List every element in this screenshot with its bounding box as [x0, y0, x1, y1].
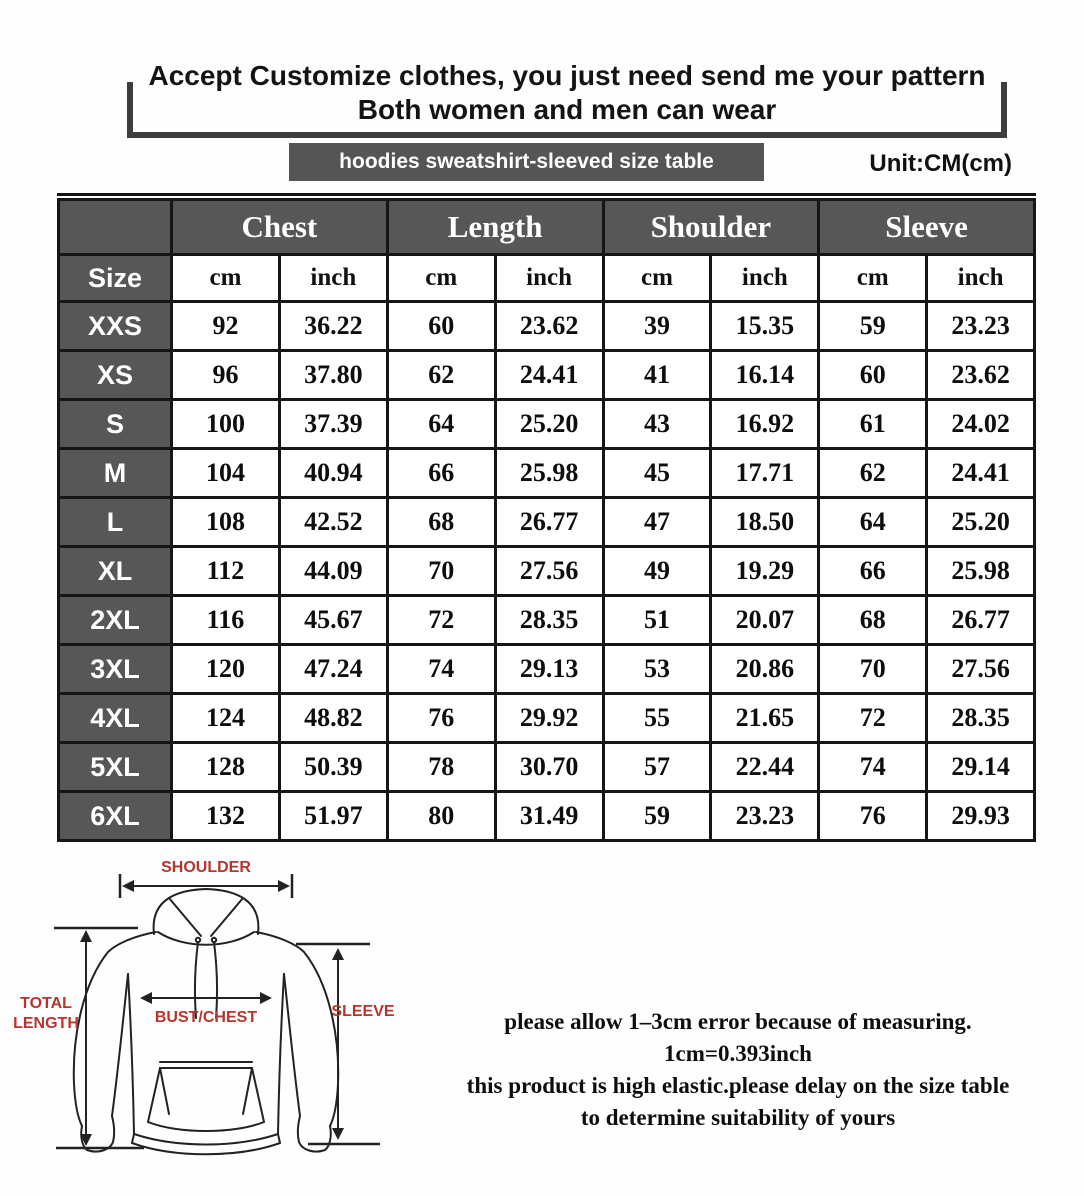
measurement-cell: 29.13 — [495, 645, 603, 694]
measurement-cell: 23.62 — [495, 302, 603, 351]
measurement-cell: 49 — [603, 547, 711, 596]
measurement-cell: 120 — [172, 645, 280, 694]
measurement-cell: 26.77 — [495, 498, 603, 547]
unit-label: Unit:CM(cm) — [869, 150, 1012, 177]
measurement-cell: 62 — [819, 449, 927, 498]
unit-header: inch — [711, 255, 819, 302]
measurement-cell: 25.98 — [927, 547, 1035, 596]
sleeve-label: SLEEVE — [331, 1003, 395, 1020]
size-table-wrap — [57, 193, 1036, 842]
measurement-cell: 21.65 — [711, 694, 819, 743]
measurement-notes — [398, 1006, 1078, 1134]
unit-header: cm — [603, 255, 711, 302]
measurement-cell: 37.80 — [279, 351, 387, 400]
column-group-length: Length — [387, 200, 603, 255]
measurement-cell: 45 — [603, 449, 711, 498]
column-group-sleeve: Sleeve — [819, 200, 1035, 255]
measurement-cell: 96 — [172, 351, 280, 400]
measurement-cell: 41 — [603, 351, 711, 400]
note-line-3: this product is high elastic.please delay on the size table — [466, 1073, 1010, 1098]
corner-cell — [59, 200, 172, 255]
sleeve-arrow — [296, 944, 380, 1144]
shoulder-label: SHOULDER — [161, 859, 251, 876]
measurement-cell: 70 — [387, 547, 495, 596]
measurement-cell: 62 — [387, 351, 495, 400]
measurement-cell: 70 — [819, 645, 927, 694]
measurement-cell: 24.41 — [495, 351, 603, 400]
group-header-row — [59, 200, 1035, 255]
table-row — [59, 498, 1035, 547]
measurement-cell: 30.70 — [495, 743, 603, 792]
bust-chest-label: BUST/CHEST — [154, 1009, 258, 1026]
measurement-cell: 72 — [387, 596, 495, 645]
size-label: 6XL — [59, 792, 172, 841]
table-row — [59, 596, 1035, 645]
banner-box — [127, 60, 1007, 138]
measurement-cell: 17.71 — [711, 449, 819, 498]
measurement-cell: 132 — [172, 792, 280, 841]
measurement-cell: 42.52 — [279, 498, 387, 547]
unit-header: inch — [495, 255, 603, 302]
banner-text — [103, 59, 1031, 127]
unit-header: cm — [172, 255, 280, 302]
measurement-cell: 50.39 — [279, 743, 387, 792]
measurement-cell: 116 — [172, 596, 280, 645]
column-group-chest: Chest — [172, 200, 388, 255]
total-length-label-line1: TOTAL — [20, 995, 72, 1012]
shoulder-arrow — [120, 874, 292, 898]
measurement-cell: 78 — [387, 743, 495, 792]
measurement-cell: 92 — [172, 302, 280, 351]
table-row — [59, 743, 1035, 792]
measurement-cell: 27.56 — [495, 547, 603, 596]
table-row — [59, 351, 1035, 400]
measurement-cell: 20.86 — [711, 645, 819, 694]
measurement-cell: 64 — [819, 498, 927, 547]
measurement-cell: 47 — [603, 498, 711, 547]
table-row — [59, 547, 1035, 596]
measurement-cell: 25.20 — [927, 498, 1035, 547]
size-label: L — [59, 498, 172, 547]
measurement-cell: 64 — [387, 400, 495, 449]
measurement-cell: 72 — [819, 694, 927, 743]
measurement-cell: 76 — [387, 694, 495, 743]
measurement-cell: 59 — [603, 792, 711, 841]
measurement-cell: 108 — [172, 498, 280, 547]
measurement-cell: 45.67 — [279, 596, 387, 645]
measurement-cell: 59 — [819, 302, 927, 351]
size-label: 3XL — [59, 645, 172, 694]
measurement-cell: 25.98 — [495, 449, 603, 498]
size-label: XL — [59, 547, 172, 596]
size-label: 2XL — [59, 596, 172, 645]
measurement-cell: 51 — [603, 596, 711, 645]
measurement-cell: 76 — [819, 792, 927, 841]
measurement-cell: 74 — [819, 743, 927, 792]
note-line-1: please allow 1–3cm error because of measuring. — [504, 1009, 972, 1034]
measurement-cell: 48.82 — [279, 694, 387, 743]
size-label: S — [59, 400, 172, 449]
table-row — [59, 694, 1035, 743]
measurement-cell: 27.56 — [927, 645, 1035, 694]
measurement-cell: 23.62 — [927, 351, 1035, 400]
measurement-cell: 16.92 — [711, 400, 819, 449]
size-table-body — [59, 302, 1035, 841]
measurement-cell: 61 — [819, 400, 927, 449]
measurement-cell: 16.14 — [711, 351, 819, 400]
size-label: 5XL — [59, 743, 172, 792]
unit-header: cm — [387, 255, 495, 302]
measurement-cell: 37.39 — [279, 400, 387, 449]
measurement-cell: 112 — [172, 547, 280, 596]
bottom-section — [0, 856, 1084, 1196]
note-line-2: 1cm=0.393inch — [664, 1041, 812, 1066]
measurement-cell: 25.20 — [495, 400, 603, 449]
measurement-cell: 31.49 — [495, 792, 603, 841]
unit-header: inch — [279, 255, 387, 302]
size-label: XXS — [59, 302, 172, 351]
total-length-label-line2: LENGTH — [13, 1015, 79, 1032]
hoodie-measurement-diagram — [6, 856, 406, 1194]
measurement-cell: 104 — [172, 449, 280, 498]
measurement-cell: 26.77 — [927, 596, 1035, 645]
measurement-cell: 28.35 — [927, 694, 1035, 743]
measurement-cell: 24.41 — [927, 449, 1035, 498]
measurement-cell: 124 — [172, 694, 280, 743]
table-title-bar: hoodies sweatshirt-sleeved size table — [289, 143, 764, 181]
measurement-cell: 60 — [819, 351, 927, 400]
measurement-cell: 60 — [387, 302, 495, 351]
measurement-cell: 23.23 — [711, 792, 819, 841]
measurement-cell: 20.07 — [711, 596, 819, 645]
measurement-cell: 53 — [603, 645, 711, 694]
measurement-cell: 66 — [819, 547, 927, 596]
measurement-cell: 66 — [387, 449, 495, 498]
measurement-cell: 29.92 — [495, 694, 603, 743]
size-table — [57, 198, 1036, 842]
measurement-cell: 29.14 — [927, 743, 1035, 792]
measurement-cell: 23.23 — [927, 302, 1035, 351]
measurement-cell: 24.02 — [927, 400, 1035, 449]
measurement-cell: 28.35 — [495, 596, 603, 645]
column-group-shoulder: Shoulder — [603, 200, 819, 255]
size-label: XS — [59, 351, 172, 400]
unit-header: cm — [819, 255, 927, 302]
measurement-cell: 43 — [603, 400, 711, 449]
measurement-cell: 15.35 — [711, 302, 819, 351]
size-label: M — [59, 449, 172, 498]
measurement-cell: 40.94 — [279, 449, 387, 498]
unit-header-row — [59, 255, 1035, 302]
unit-header: inch — [927, 255, 1035, 302]
table-row — [59, 449, 1035, 498]
measurement-cell: 57 — [603, 743, 711, 792]
measurement-cell: 18.50 — [711, 498, 819, 547]
measurement-cell: 39 — [603, 302, 711, 351]
measurement-cell: 51.97 — [279, 792, 387, 841]
measurement-cell: 36.22 — [279, 302, 387, 351]
measurement-cell: 47.24 — [279, 645, 387, 694]
bust-chest-arrow — [140, 992, 272, 1004]
measurement-cell: 55 — [603, 694, 711, 743]
note-line-4: to determine suitability of yours — [580, 1105, 896, 1130]
measurement-cell: 74 — [387, 645, 495, 694]
measurement-cell: 44.09 — [279, 547, 387, 596]
table-row — [59, 645, 1035, 694]
measurement-cell: 29.93 — [927, 792, 1035, 841]
measurement-cell: 80 — [387, 792, 495, 841]
measurement-cell: 22.44 — [711, 743, 819, 792]
table-row — [59, 400, 1035, 449]
table-row — [59, 792, 1035, 841]
measurement-cell: 68 — [387, 498, 495, 547]
table-row — [59, 302, 1035, 351]
banner-line-1: Accept Customize clothes, you just need send me your pattern — [148, 60, 986, 91]
size-column-header: Size — [59, 255, 172, 302]
measurement-cell: 68 — [819, 596, 927, 645]
measurement-cell: 19.29 — [711, 547, 819, 596]
measurement-cell: 100 — [172, 400, 280, 449]
measurement-cell: 128 — [172, 743, 280, 792]
banner-line-2: Both women and men can wear — [357, 94, 777, 125]
size-label: 4XL — [59, 694, 172, 743]
